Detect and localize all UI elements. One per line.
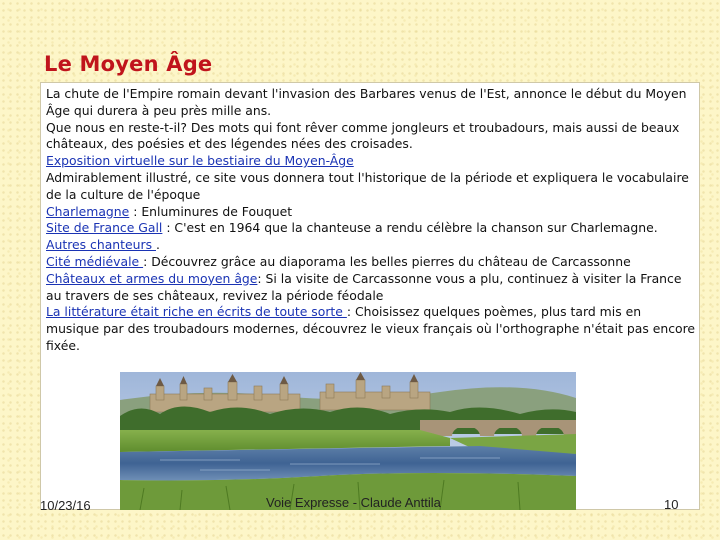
cite-description: : Découvrez grâce au diaporama les belles pierres du château de Carcassonne [143,253,631,269]
charlemagne-description: : Enluminures de Fouquet [129,203,293,219]
body-text [46,86,696,355]
charlemagne-entry [46,204,696,221]
france-gall-entry [46,220,696,254]
france-gall-link[interactable]: Site de France Gall [46,220,163,236]
expo-link[interactable]: Exposition virtuelle sur le bestiaire du Moyen-Âge [46,153,354,169]
chateaux-description: : Si la visite de Carcassonne vous a plu, continuez à visiter la France au travers de ses châteaux, revivez la période féodale [46,270,682,303]
page-number: 10 [664,497,679,512]
chateaux-link[interactable]: Châteaux et armes du moyen âge [46,270,258,286]
footer-title: Voie Expresse - Claude Anttila [266,495,441,510]
autres-after: . [155,237,160,253]
expo-description: Admirablement illustré, ce site vous donnera tout l'historique de la période et expliquera le vocabulaire de la culture de l'époque [46,169,689,202]
chateaux-entry [46,271,696,305]
question-paragraph: Que nous en reste-t-il? Des mots qui font rêver comme jongleurs et troubadours, mais aussi de beaux châteaux, des poésies et des légendes nées des croisades. [46,119,680,152]
cite-medievale-link[interactable]: Cité médiévale [46,253,144,269]
expo-entry [46,153,696,170]
france-gall-description: : C'est en 1964 que la chanteuse a rendu célèbre la chanson sur Charlemagne. [162,220,658,236]
litterature-description: : Choisissez quelques poèmes, plus tard mis en musique par des troubadours modernes, découvrez le vieux français où l'orthographe n'était pas encore fixée. [46,304,696,353]
charlemagne-link[interactable]: Charlemagne [46,203,130,219]
page-title: Le Moyen Âge [44,52,213,76]
autres-chanteurs-link[interactable]: Autres chanteurs [46,237,156,253]
litterature-link[interactable]: La littérature était riche en écrits de toute sorte [46,304,347,320]
carcassonne-photo [120,372,576,510]
intro-paragraph: La chute de l'Empire romain devant l'invasion des Barbares venus de l'Est, annonce le début du Moyen Âge qui durera à peu près mille ans. [46,86,687,118]
litterature-entry [46,304,696,354]
footer-date: 10/23/16 [40,498,91,513]
cite-entry [46,254,696,271]
